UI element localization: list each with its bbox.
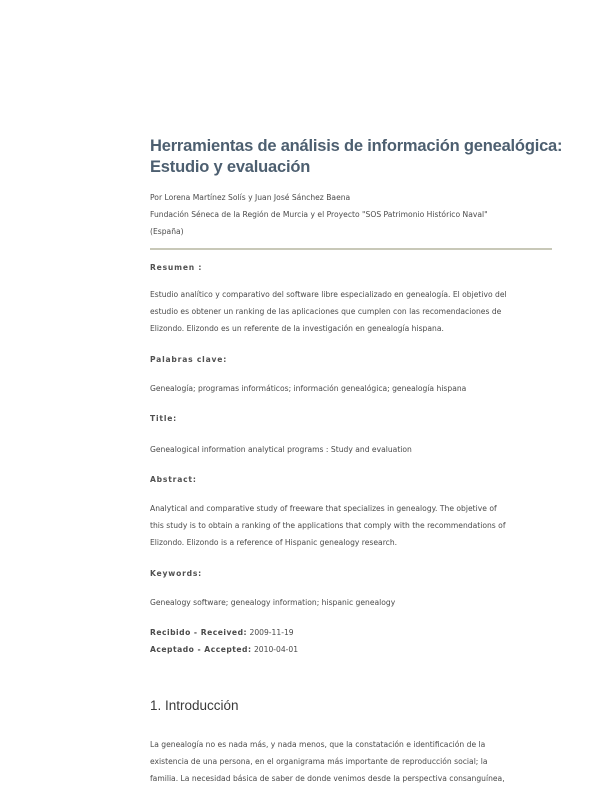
section-heading-introduccion: 1. Introducción [150, 698, 239, 713]
header-divider [150, 248, 552, 250]
abstract-label: Abstract: [150, 475, 197, 484]
keywords-text: Genealogy software; genealogy information; hispanic genealogy [150, 598, 396, 607]
accepted-label: Aceptado - Accepted: [150, 645, 252, 654]
introduccion-line: La genealogía no es nada más, y nada menos, que la constatación e identificación de la [150, 740, 486, 749]
article-title-line-1: Herramientas de análisis de información genealógica: [150, 137, 563, 155]
accepted-value: 2010-04-01 [253, 645, 299, 654]
abstract-line: Analytical and comparative study of freeware that specializes in genealogy. The objetive of [150, 504, 497, 513]
affiliation-line-1: Fundación Séneca de la Región de Murcia y el Proyecto "SOS Patrimonio Histórico Naval" [150, 210, 488, 219]
resumen-text [150, 286, 554, 337]
abstract-text [150, 500, 554, 551]
abstract-line: Elizondo. Elizondo is a reference of Hispanic genealogy research. [150, 538, 398, 547]
received-date [150, 628, 294, 637]
introduccion-line: existencia de una persona, en el organigrama más importante de reproducción social; la [150, 757, 488, 766]
authors: Por Lorena Martínez Solís y Juan José Sánchez Baena [150, 193, 351, 202]
resumen-line: Estudio analítico y comparativo del software libre especializado en genealogía. El objetivo del [150, 290, 507, 299]
accepted-date [150, 645, 298, 654]
introduccion-text [150, 736, 554, 787]
article-title-line-2: Estudio y evaluación [150, 158, 311, 176]
article-title [150, 136, 563, 178]
introduccion-line: familia. La necesidad básica de saber de donde venimos desde la perspectiva consanguínea, [150, 774, 505, 783]
resumen-line: estudio es obtener un ranking de las aplicaciones que cumplen con las recomendaciones de [150, 307, 502, 316]
title-en-label: Title: [150, 414, 178, 423]
palabras-clave-text: Genealogía; programas informáticos; información genealógica; genealogía hispana [150, 384, 467, 393]
affiliation-line-2: (España) [150, 227, 184, 236]
title-en-text: Genealogical information analytical programs : Study and evaluation [150, 445, 412, 454]
keywords-label: Keywords: [150, 569, 203, 578]
abstract-line: this study is to obtain a ranking of the applications that comply with the recommendations of [150, 521, 506, 530]
palabras-clave-label: Palabras clave: [150, 355, 228, 364]
resumen-line: Elizondo. Elizondo es un referente de la investigación en genealogía hispana. [150, 324, 444, 333]
received-label: Recibido - Received: [150, 628, 248, 637]
resumen-label: Resumen : [150, 263, 203, 272]
received-value: 2009-11-19 [249, 628, 294, 637]
